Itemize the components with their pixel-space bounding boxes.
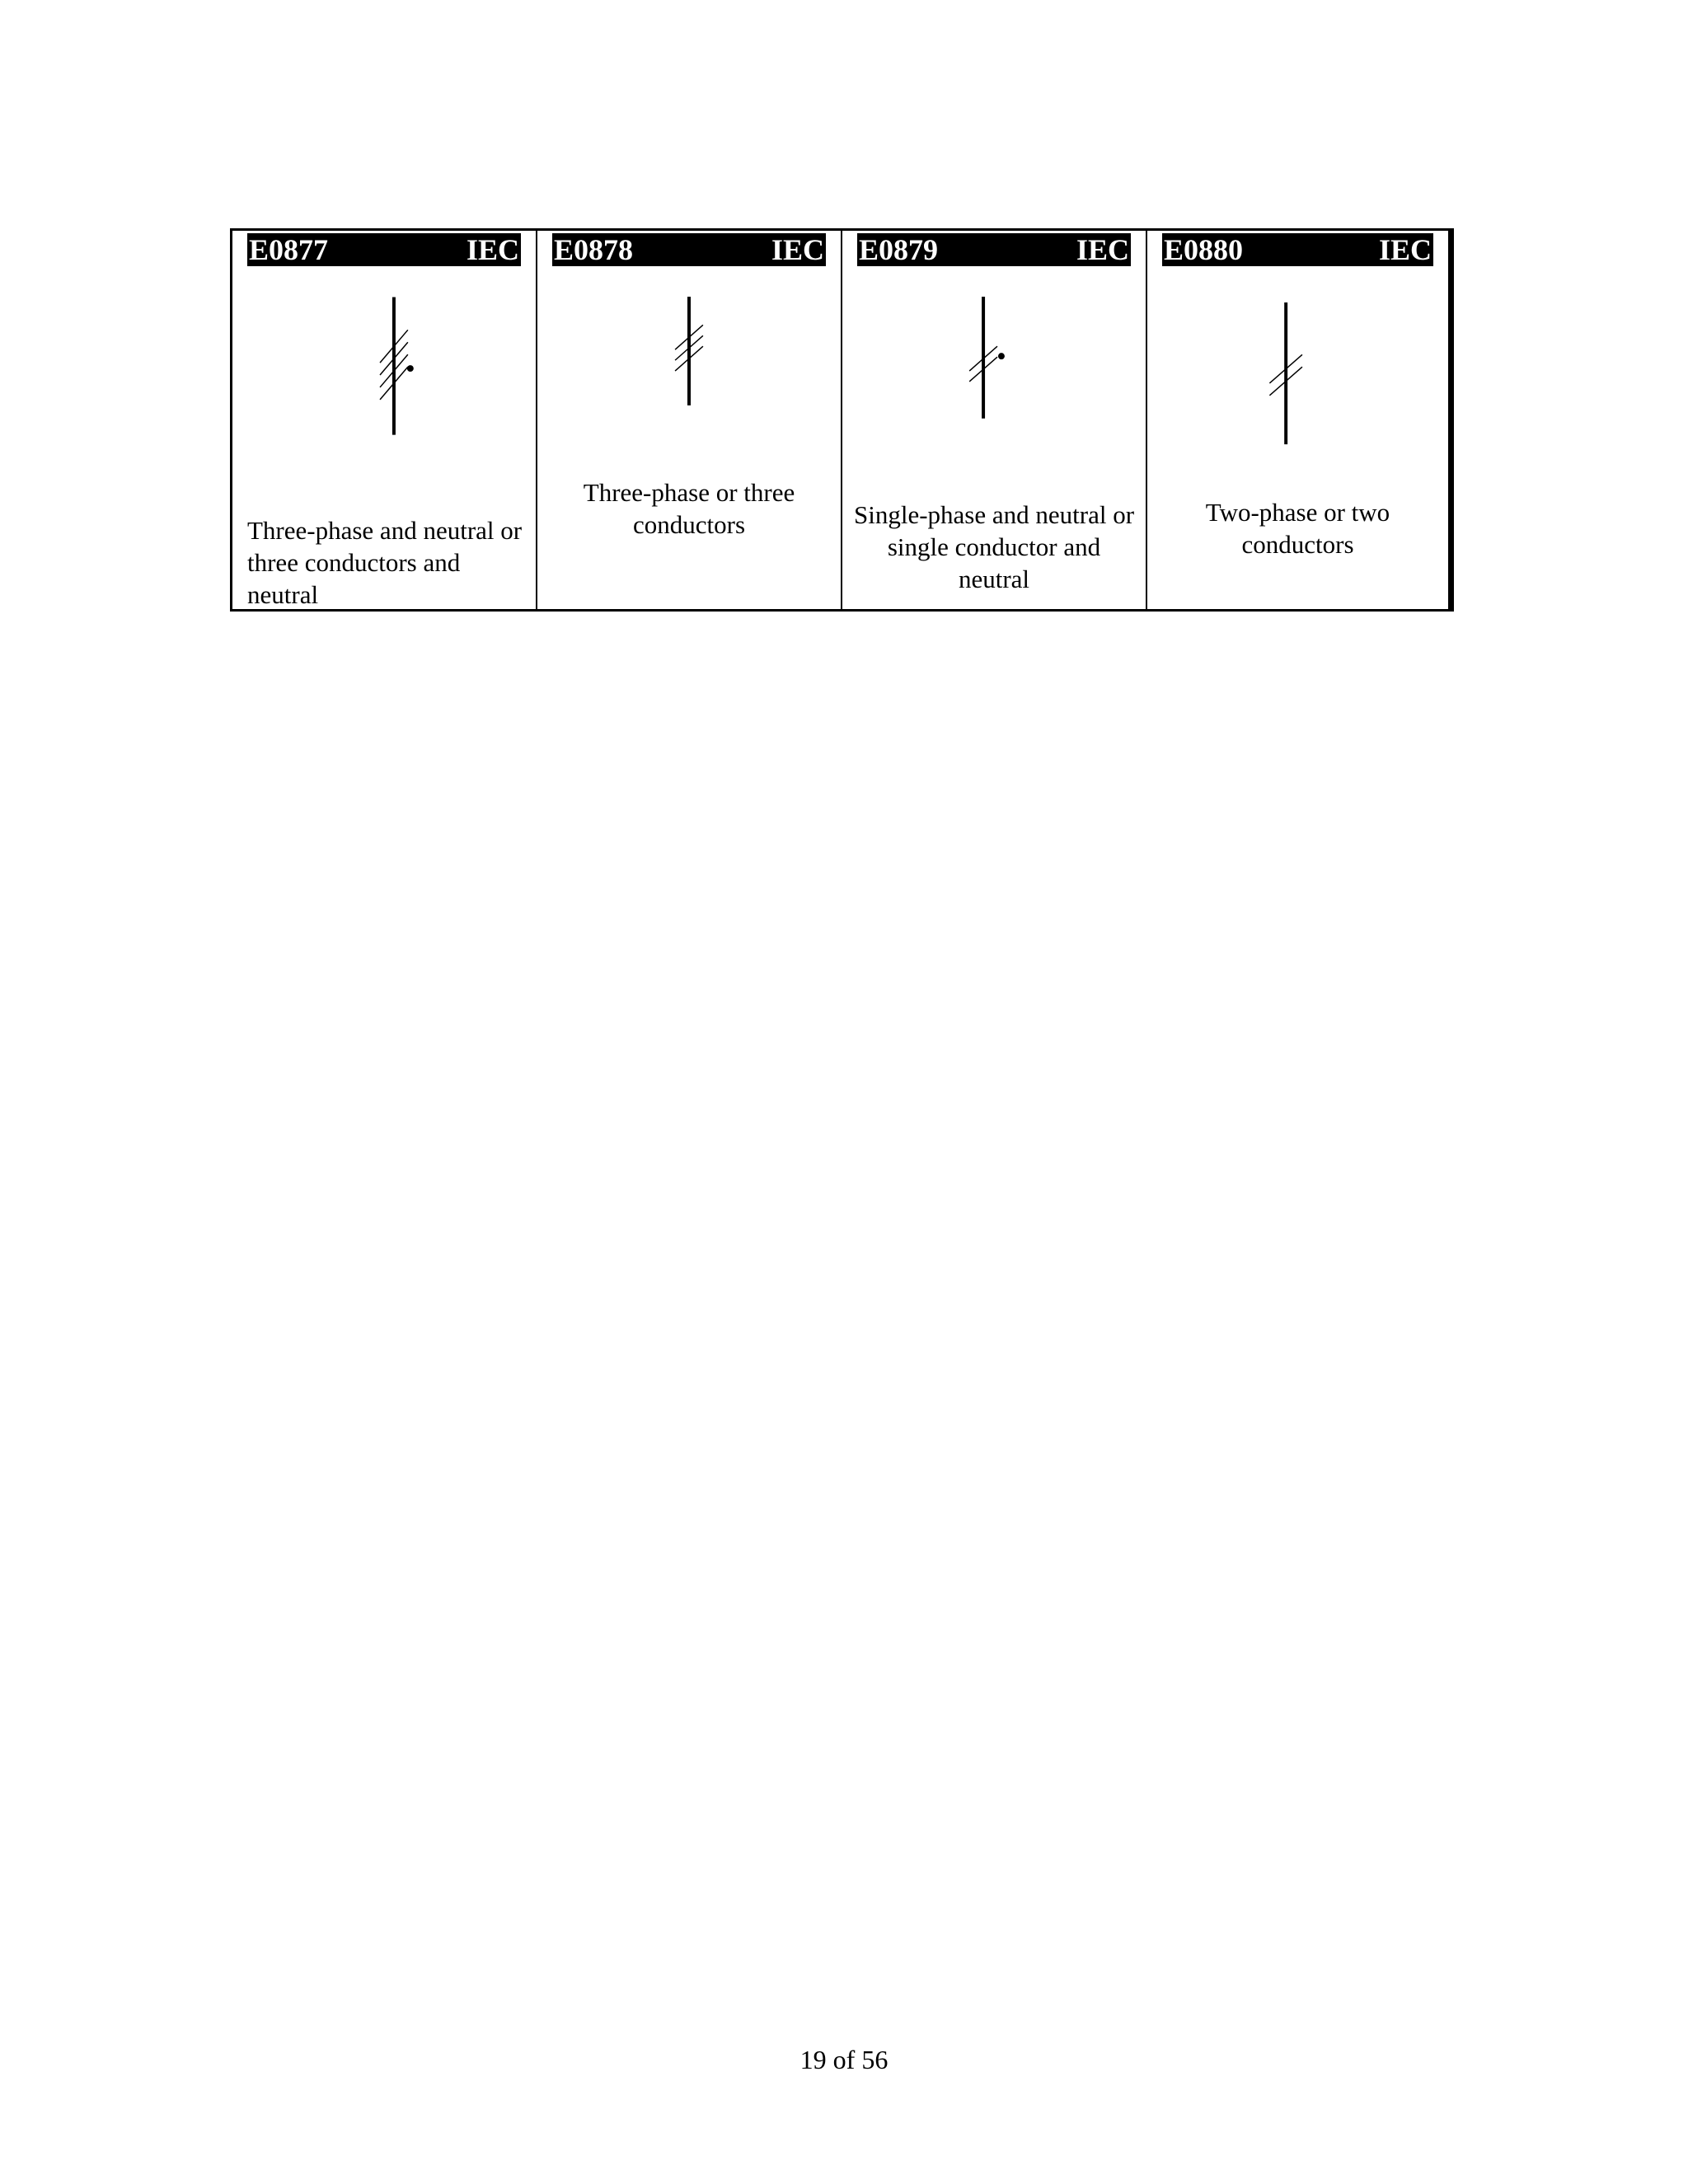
symbol-standard: IEC (771, 233, 824, 266)
single-phase-neutral-line-symbol-icon (842, 297, 1146, 462)
symbol-standard: IEC (466, 233, 519, 266)
two-phase-line-symbol-icon (1147, 297, 1448, 462)
symbol-cell-e0878 (537, 231, 842, 609)
code-header (552, 233, 826, 266)
symbol-standard: IEC (1378, 233, 1432, 266)
symbol-description: Three-phase or three conductors (583, 478, 795, 539)
symbol-description: Single-phase and neutral or single conductor and neutral (853, 500, 1135, 593)
symbol-description: Three-phase and neutral or three conductors and neutral (247, 516, 523, 609)
three-phase-neutral-line-symbol-icon (232, 297, 536, 462)
three-phase-line-symbol-icon (537, 297, 841, 462)
code-header (1162, 233, 1433, 266)
symbol-standard: IEC (1076, 233, 1129, 266)
page-number: 19 of 56 (799, 2045, 889, 2074)
symbol-cell-e0880 (1147, 231, 1451, 609)
symbol-cell-e0877 (232, 231, 537, 609)
symbol-table (230, 228, 1454, 612)
symbol-cell-e0879 (842, 231, 1147, 609)
symbol-code: E0877 (249, 233, 329, 266)
symbol-code: E0878 (554, 233, 634, 266)
symbol-code: E0880 (1164, 233, 1244, 266)
symbol-code: E0879 (859, 233, 939, 266)
symbol-description: Two-phase or two conductors (1205, 498, 1390, 559)
code-header (857, 233, 1131, 266)
code-header (247, 233, 521, 266)
